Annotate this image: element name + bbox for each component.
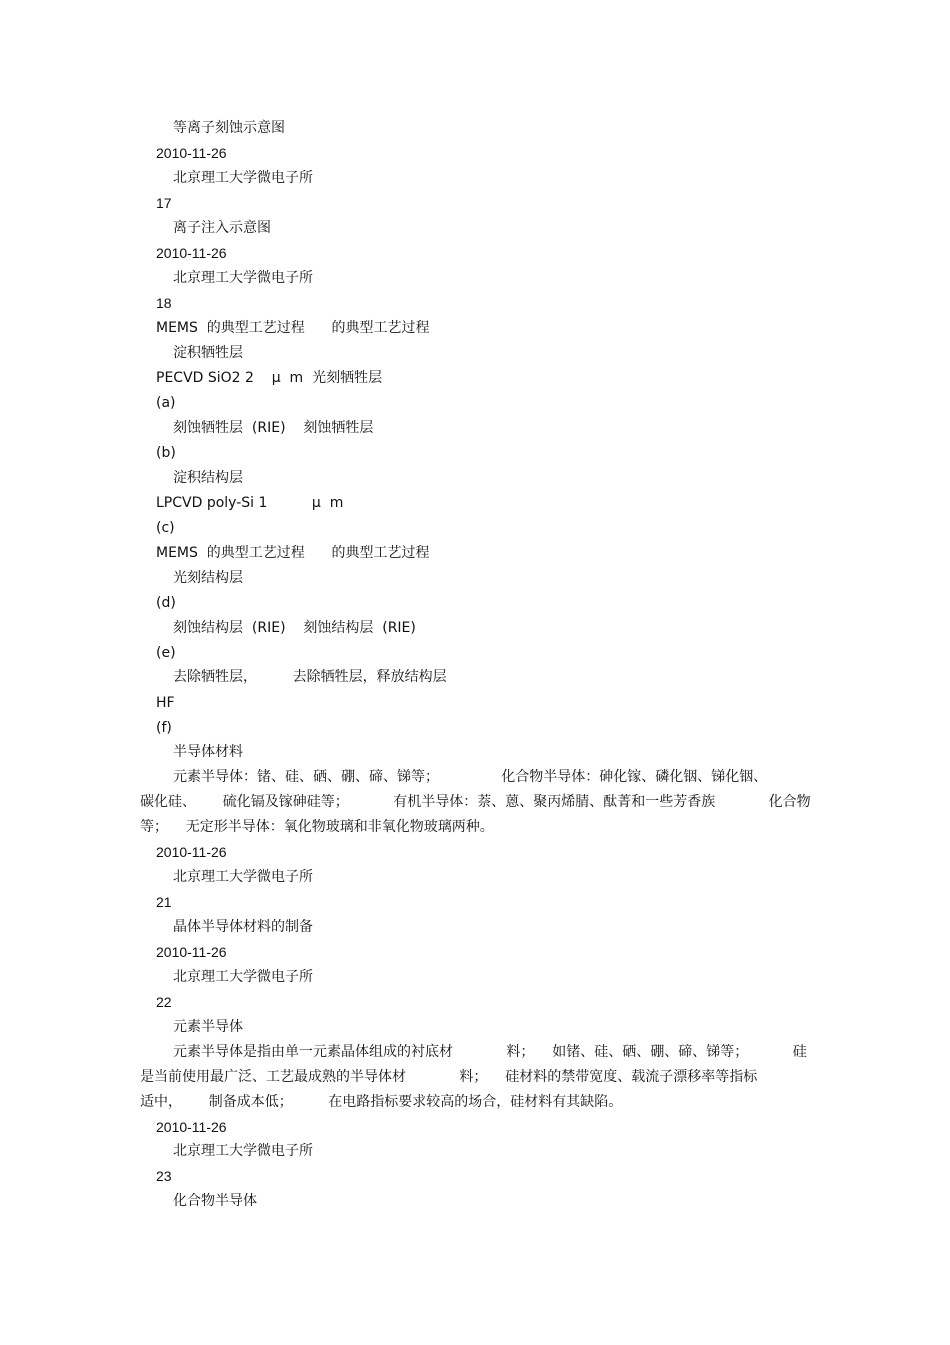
slide-institution: 北京理工大学微电子所 [173, 1143, 313, 1159]
slide-institution: 北京理工大学微电子所 [173, 270, 313, 286]
slide-caption: 等离子刻蚀示意图 [173, 120, 285, 136]
slide-date: 2010-11-26 [156, 1119, 227, 1135]
section-heading: 半导体材料 [173, 744, 243, 760]
section-heading: 晶体半导体材料的制备 [173, 919, 313, 935]
process-step: HF [156, 695, 175, 711]
process-step: LPCVD poly-Si 1 μ m [156, 495, 344, 511]
slide-number: 17 [156, 195, 172, 211]
step-label: (a) [156, 395, 176, 411]
step-label: (f) [156, 720, 172, 736]
section-heading: 化合物半导体 [173, 1193, 257, 1209]
process-step: PECVD SiO2 2 μ m 光刻牺牲层 [156, 370, 383, 386]
paragraph-line: 碳化硅、 硫化镉及镓砷硅等； 有机半导体：萘、蒽、聚丙烯腈、酞菁和一些芳香族 化合物 [140, 794, 811, 810]
slide-date: 2010-11-26 [156, 844, 227, 860]
process-step: 刻蚀牺牲层 (RIE) 刻蚀牺牲层 [173, 420, 374, 436]
slide-number: 22 [156, 994, 172, 1010]
paragraph-line: 等； 无定形半导体：氧化物玻璃和非氧化物玻璃两种。 [140, 819, 494, 835]
slide-institution: 北京理工大学微电子所 [173, 969, 313, 985]
process-step: 光刻结构层 [173, 570, 243, 586]
paragraph-line: 元素半导体是指由单一元素晶体组成的衬底材 料； 如锗、硅、硒、硼、碲、锑等； 硅 [173, 1044, 807, 1060]
process-step: 淀积结构层 [173, 470, 243, 486]
slide-institution: 北京理工大学微电子所 [173, 170, 313, 186]
step-label: (d) [156, 595, 176, 611]
slide-number: 23 [156, 1168, 172, 1184]
slide-number: 18 [156, 295, 172, 311]
paragraph-line: 适中， 制备成本低； 在电路指标要求较高的场合，硅材料有其缺陷。 [140, 1094, 623, 1110]
step-label: (b) [156, 445, 176, 461]
process-step: 去除牺牲层， 去除牺牲层，释放结构层 [173, 669, 447, 685]
slide-date: 2010-11-26 [156, 145, 227, 161]
slide-number: 21 [156, 894, 172, 910]
section-heading: MEMS 的典型工艺过程 的典型工艺过程 [156, 320, 430, 336]
process-step: 刻蚀结构层 (RIE) 刻蚀结构层 (RIE) [173, 620, 416, 636]
section-heading: 元素半导体 [173, 1019, 243, 1035]
process-step: 淀积牺牲层 [173, 345, 243, 361]
paragraph-line: 是当前使用最广泛、工艺最成熟的半导体材 料； 硅材料的禁带宽度、载流子漂移率等指标 [140, 1069, 758, 1085]
slide-caption: 离子注入示意图 [173, 220, 271, 236]
slide-institution: 北京理工大学微电子所 [173, 869, 313, 885]
step-label: (e) [156, 645, 176, 661]
section-heading: MEMS 的典型工艺过程 的典型工艺过程 [156, 545, 430, 561]
paragraph-line: 元素半导体：锗、硅、硒、硼、碲、锑等； 化合物半导体：砷化镓、磷化铟、锑化铟、 [173, 769, 768, 785]
slide-date: 2010-11-26 [156, 944, 227, 960]
slide-date: 2010-11-26 [156, 245, 227, 261]
step-label: (c) [156, 520, 175, 536]
